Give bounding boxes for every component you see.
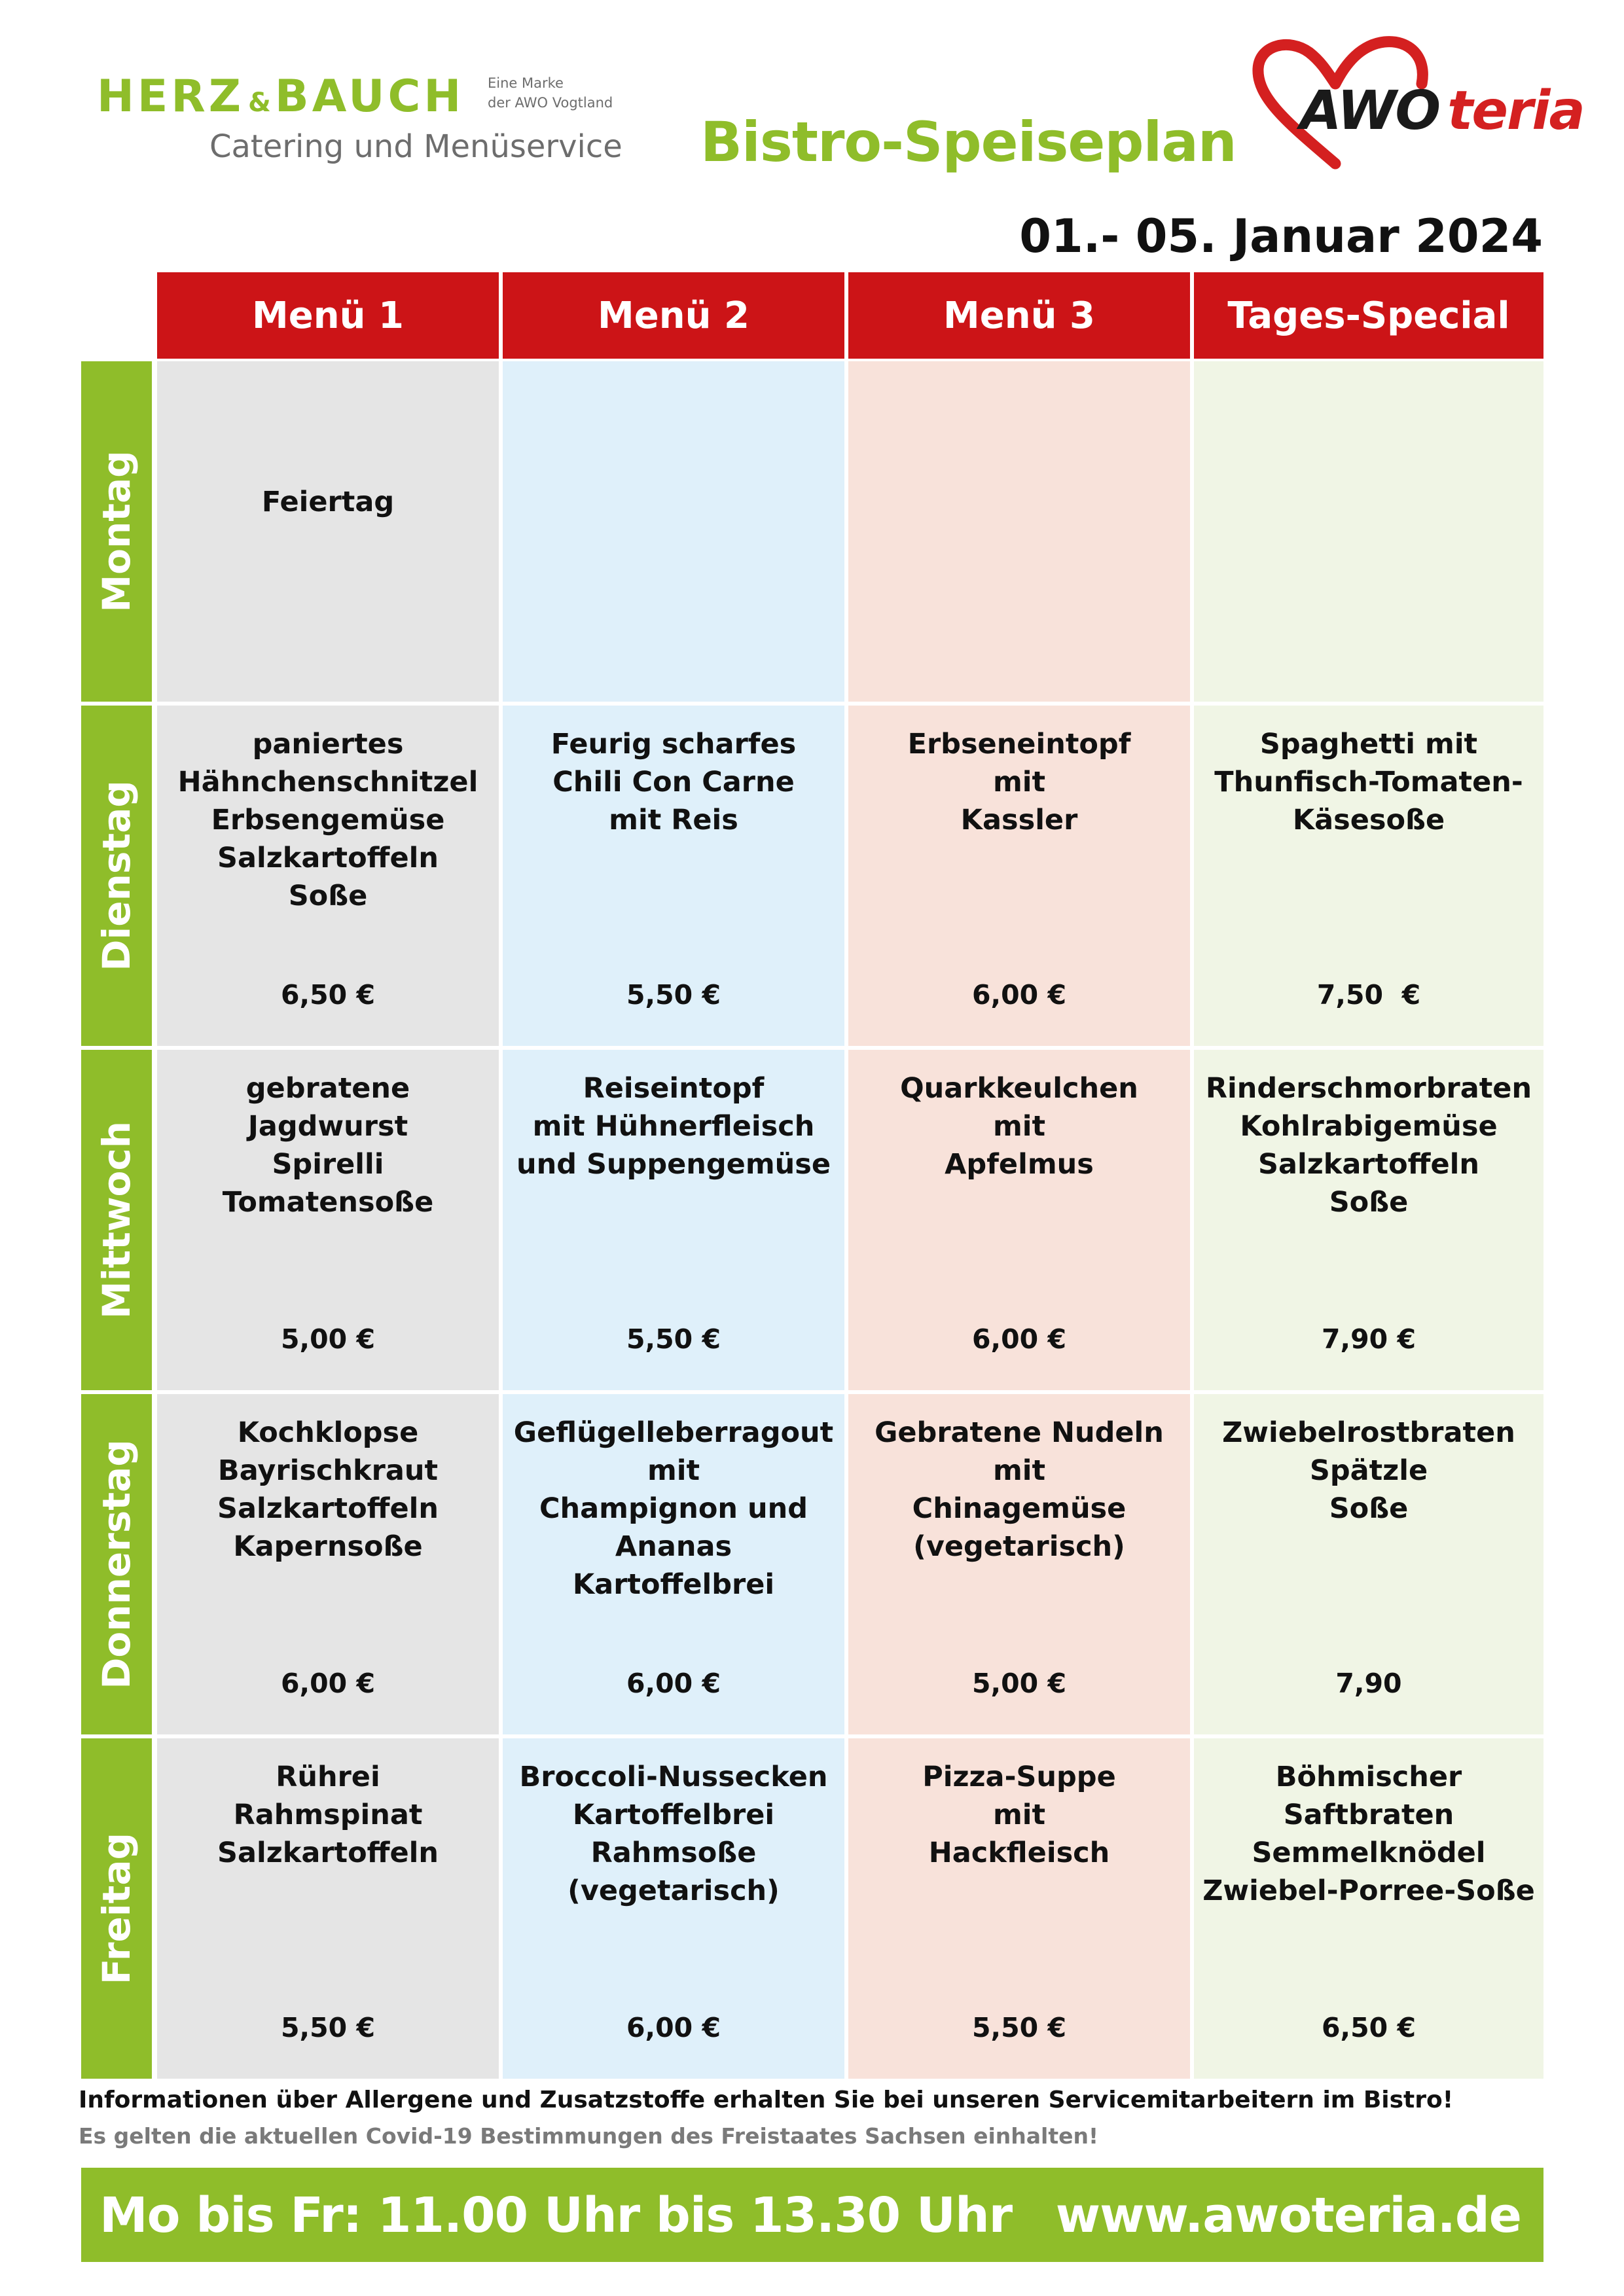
menu-cell xyxy=(503,706,844,1046)
website-link[interactable]: www.awoteria.de xyxy=(1055,2187,1521,2244)
opening-hours: Mo bis Fr: 11.00 Uhr bis 13.30 Uhr xyxy=(99,2187,1013,2244)
dish-price: 5,50 € xyxy=(281,2012,375,2043)
herz-bauch-logo xyxy=(97,71,634,175)
menu-cell xyxy=(157,1738,499,2079)
menu-cell xyxy=(848,706,1190,1046)
column-header-menu-1: Menü 1 xyxy=(157,272,499,359)
menu-cell xyxy=(503,1738,844,2079)
menu-cell xyxy=(157,1394,499,1734)
dish-name: paniertes Hähnchenschnitzel Erbsengemüse Salzkartoffeln Soße xyxy=(177,728,478,912)
dish-price: 7,90 € xyxy=(1322,1323,1416,1355)
dish-price: 6,50 € xyxy=(1322,2012,1416,2043)
brand-ampersand: & xyxy=(248,88,271,118)
dish-price: 7,90 xyxy=(1335,1668,1402,1699)
brand-subline-2: der AWO Vogtland xyxy=(488,95,613,111)
column-header-tages-special: Tages-Special xyxy=(1194,272,1543,359)
dish-name: Zwiebelrostbraten Spätzle Soße xyxy=(1222,1416,1515,1525)
dish-price: 6,00 € xyxy=(972,1323,1066,1355)
menu-cell xyxy=(503,1394,844,1734)
dish-name: Spaghetti mit Thunfisch-Tomaten- Käsesoße xyxy=(1214,728,1523,836)
menu-cell xyxy=(848,1394,1190,1734)
dish-name: Erbseneintopf mit Kassler xyxy=(907,728,1131,836)
date-range: 01.- 05. Januar 2024 xyxy=(1019,209,1543,263)
dish-name: Geflügelleberragout mit Champignon und Ananas Kartoffelbrei xyxy=(513,1416,834,1601)
brand-tagline: Catering und Menüservice xyxy=(209,128,623,165)
dish-price: 7,50 € xyxy=(1316,979,1421,1011)
menu-cell xyxy=(503,1050,844,1390)
menu-cell xyxy=(1194,361,1543,702)
menu-cell xyxy=(157,361,499,702)
dish-name: Feiertag xyxy=(261,486,395,518)
dish-name: Feurig scharfes Chili Con Carne mit Reis xyxy=(550,728,797,836)
menu-cell xyxy=(503,361,844,702)
menu-cell xyxy=(1194,1050,1543,1390)
brand-name-herz: HERZ xyxy=(97,71,245,122)
dish-price: 5,50 € xyxy=(626,1323,721,1355)
menu-cell xyxy=(848,1050,1190,1390)
dish-name: Pizza-Suppe mit Hackfleisch xyxy=(922,1761,1116,1869)
menu-cell xyxy=(1194,706,1543,1046)
footer-bar xyxy=(81,2168,1543,2262)
dish-price: 5,00 € xyxy=(972,1668,1066,1699)
dish-price: 6,00 € xyxy=(626,2012,721,2043)
dish-price: 5,50 € xyxy=(626,979,721,1011)
menu-cell xyxy=(157,1050,499,1390)
dish-name: Böhmischer Saftbraten Semmelknödel Zwiebel-Porree-Soße xyxy=(1202,1761,1535,1907)
menu-cell xyxy=(1194,1394,1543,1734)
allergen-note: Informationen über Allergene und Zusatzstoffe erhalten Sie bei unseren Servicemitarbeitern im Bistro! xyxy=(79,2087,1454,2113)
awo-logo-text: AWO xyxy=(1300,80,1440,142)
menu-cell xyxy=(848,361,1190,702)
column-header-menu-3: Menü 3 xyxy=(848,272,1190,359)
page-title: Bistro-Speiseplan xyxy=(700,110,1236,174)
menu-cell xyxy=(157,706,499,1046)
brand-name-bauch: BAUCH xyxy=(274,71,465,122)
dish-name: gebratene Jagdwurst Spirelli Tomatensoße xyxy=(222,1072,434,1219)
menu-cell xyxy=(848,1738,1190,2079)
dish-price: 6,50 € xyxy=(281,979,375,1011)
teria-logo-text: teria xyxy=(1447,80,1584,142)
column-header-menu-2: Menü 2 xyxy=(503,272,844,359)
brand-subline-1: Eine Marke xyxy=(488,75,564,91)
dish-name: Rinderschmorbraten Kohlrabigemüse Salzkartoffeln Soße xyxy=(1205,1072,1532,1219)
day-label-mittwoch: Mittwoch xyxy=(81,1050,152,1390)
dish-price: 5,00 € xyxy=(281,1323,375,1355)
dish-price: 5,50 € xyxy=(972,2012,1066,2043)
dish-name: Kochklopse Bayrischkraut Salzkartoffeln Kapernsoße xyxy=(217,1416,439,1563)
day-label-freitag: Freitag xyxy=(81,1738,152,2079)
day-label-dienstag: Dienstag xyxy=(81,706,152,1046)
day-label-donnerstag: Donnerstag xyxy=(81,1394,152,1734)
awoteria-logo xyxy=(1244,33,1584,177)
dish-name: Quarkkeulchen mit Apfelmus xyxy=(900,1072,1138,1181)
dish-price: 6,00 € xyxy=(281,1668,375,1699)
dish-name: Gebratene Nudeln mit Chinagemüse (vegetarisch) xyxy=(875,1416,1164,1563)
dish-name: Reiseintopf mit Hühnerfleisch und Suppengemüse xyxy=(516,1072,831,1181)
dish-name: Rührei Rahmspinat Salzkartoffeln xyxy=(217,1761,439,1869)
dish-price: 6,00 € xyxy=(626,1668,721,1699)
day-label-montag: Montag xyxy=(81,361,152,702)
covid-note: Es gelten die aktuellen Covid-19 Bestimmungen des Freistaates Sachsen einhalten! xyxy=(79,2123,1099,2149)
menu-cell xyxy=(1194,1738,1543,2079)
dish-name: Broccoli-Nussecken Kartoffelbrei Rahmsoße (vegetarisch) xyxy=(519,1761,828,1907)
dish-price: 6,00 € xyxy=(972,979,1066,1011)
